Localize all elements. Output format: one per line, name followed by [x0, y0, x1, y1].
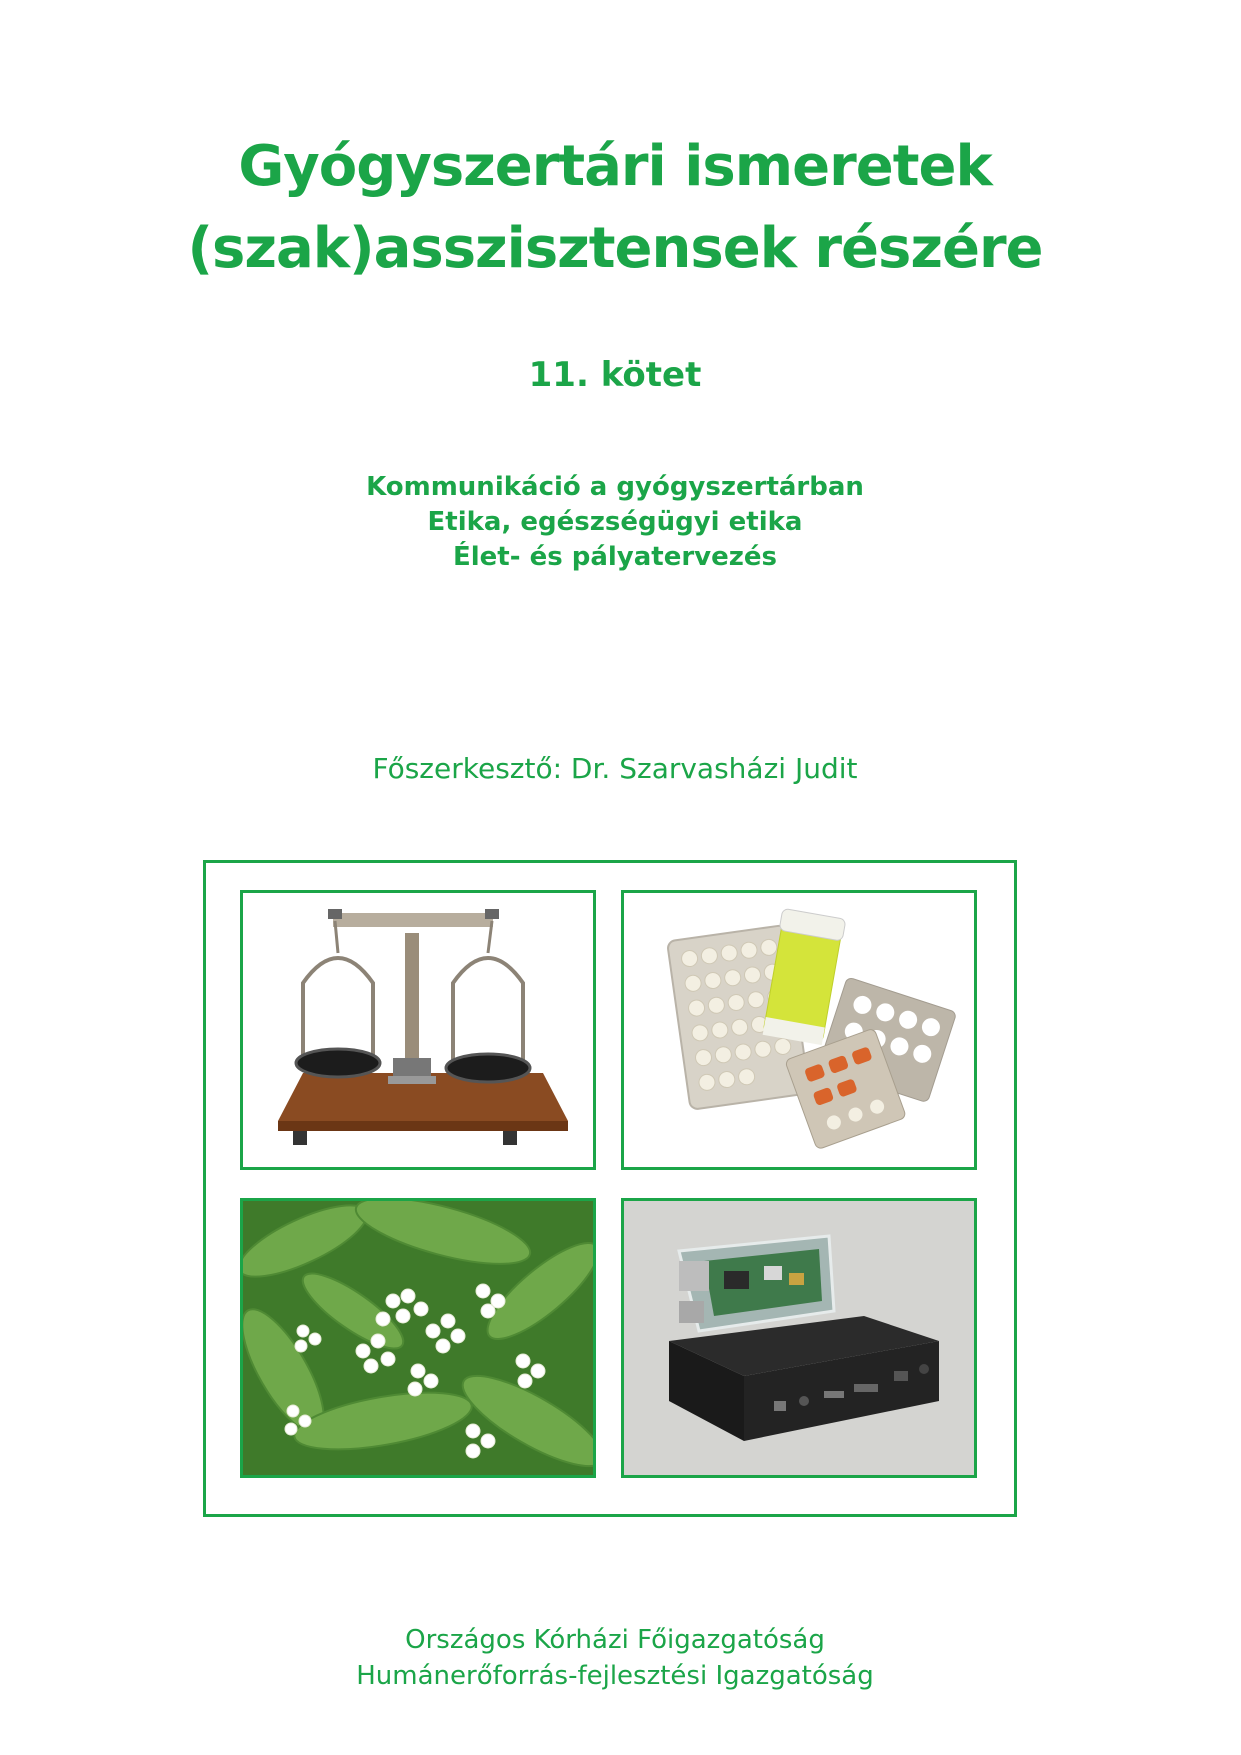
subtitle-3: Élet- és pályatervezés [452, 542, 777, 572]
pill-blister-packs-icon [624, 893, 974, 1167]
photo-wild-garlic [240, 1198, 596, 1478]
electronic-device-boxes-icon [624, 1201, 974, 1475]
subtitle-2: Etika, egészségügyi etika [427, 507, 803, 537]
subtitle-1: Kommunikáció a gyógyszertárban [366, 472, 864, 502]
publisher [0, 1622, 1230, 1694]
subtitle-list [0, 470, 1230, 575]
title-line-2: (szak)asszisztensek részére [187, 216, 1043, 281]
publisher-line-1: Országos Kórházi Főigazgatóság [405, 1625, 825, 1655]
photo-balance-scale [240, 890, 596, 1170]
balance-scale-icon [243, 893, 593, 1167]
photo-pill-packs [621, 890, 977, 1170]
chief-editor: Főszerkesztő: Dr. Szarvasházi Judit [372, 752, 858, 785]
volume-number: 11. kötet [528, 355, 702, 395]
photo-electronic-devices [621, 1198, 977, 1478]
book-title [0, 126, 1230, 290]
title-line-1: Gyógyszertári ismeretek [238, 134, 992, 199]
publisher-line-2: Humánerőforrás-fejlesztési Igazgatóság [356, 1661, 874, 1691]
wild-garlic-flowers-icon [243, 1201, 593, 1475]
